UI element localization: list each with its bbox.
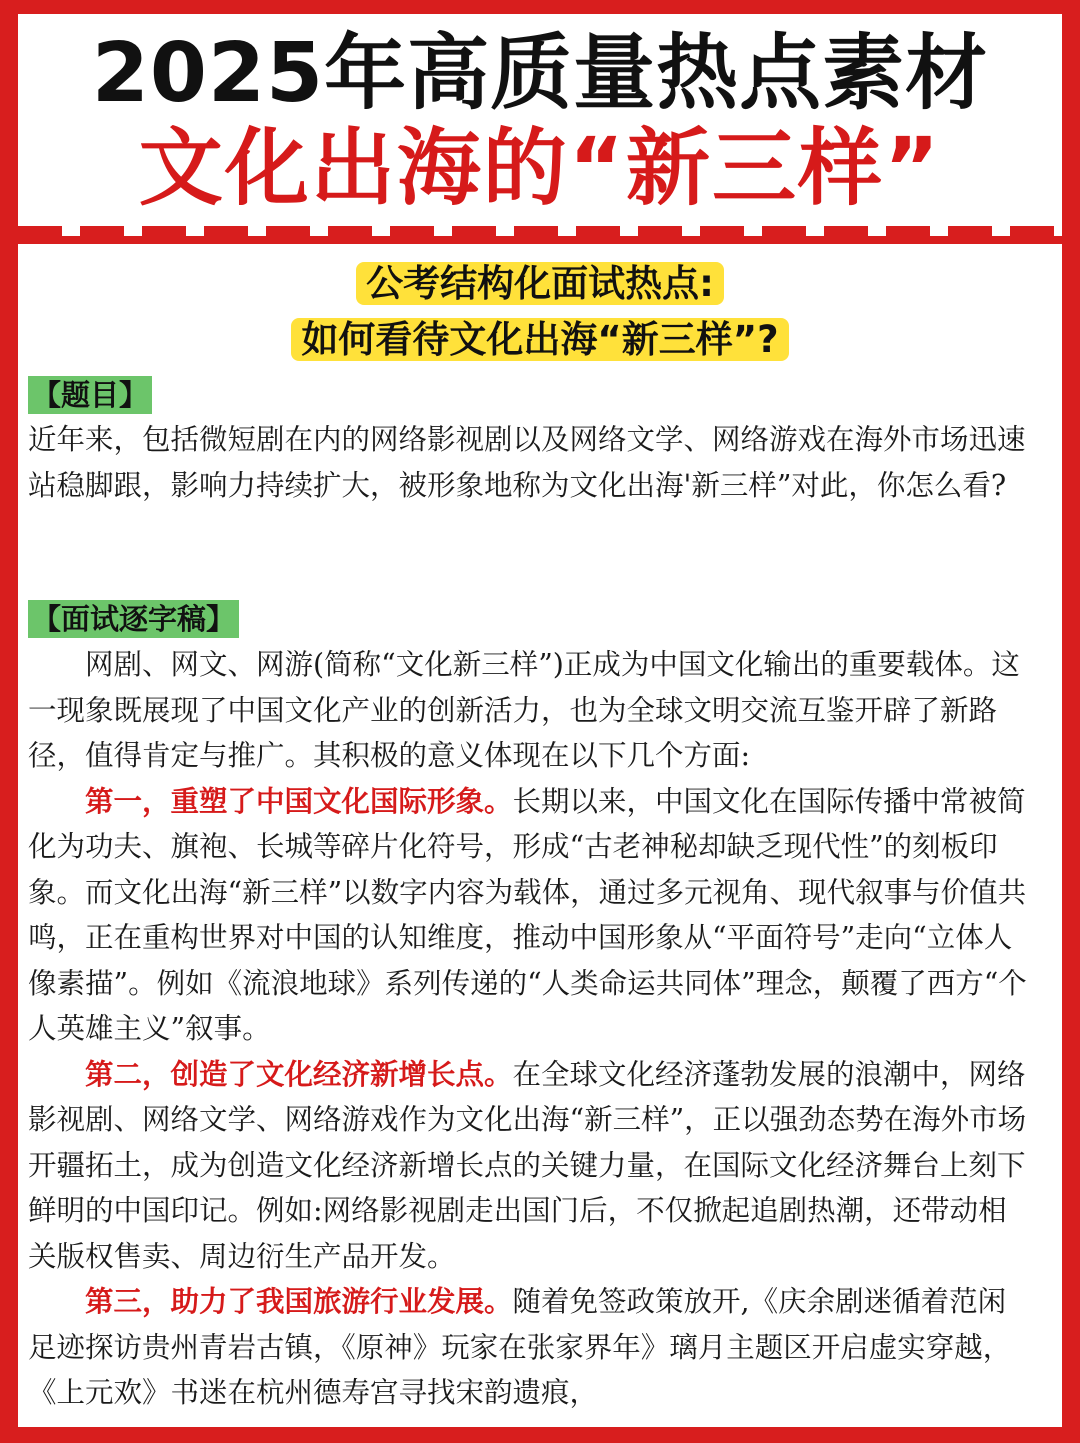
point-2-text: 在全球文化经济蓬勃发展的浪潮中，网络影视剧、网络文学、网络游戏作为文化出海“新三样”，正以强劲态势在海外市场开疆拓土，成为创造文化经济新增长点的关键力量，在国际文化经济舞台上刻下鲜明的中国印记。例如:网络影视剧走出国门后，不仅掀起追剧热潮，还带动相关版权售卖、周边衍生产品开发。: [28, 1057, 1027, 1273]
point-3-text: 随着免签政策放开,《庆余剧迷循着范闲足迹探访贵州青岩古镇，《原神》玩家在张家界年》璃月主题区开启虚实穿越，《上元欢》书迷在杭州德寿宫寻找宋韵遗痕，: [28, 1285, 1012, 1409]
title-line-2: 文化出海的“新三样”: [138, 119, 942, 217]
answer-point-3: [28, 1279, 1032, 1416]
answer-point-2: [28, 1052, 1032, 1280]
dashed-divider: [18, 226, 1062, 236]
question-text: 近年来，包括微短剧在内的网络影视剧以及网络文学、网络游戏在海外市场迅速站稳脚跟，影响力持续扩大，被形象地称为文化出海'新三样”对此，你怎么看?: [28, 423, 1026, 502]
point-1-heading: 第一，重塑了中国文化国际形象。: [85, 783, 513, 818]
poster-page: [18, 14, 1062, 1427]
answer-tag: 【面试逐字稿】: [28, 600, 239, 638]
subtitle-line-1: 公考结构化面试热点:: [356, 262, 724, 305]
answer-intro: 网剧、网文、网游(简称“文化新三样”)正成为中国文化输出的重要载体。这一现象既展现了中国文化产业的创新活力，也为全球文明交流互鉴开辟了新路径，值得肯定与推广。其积极的意义体现在以下几个方面:: [28, 648, 1020, 772]
subtitle-line-2: 如何看待文化出海“新三样”?: [291, 318, 788, 361]
title-line-1: 2025年高质量热点素材: [91, 26, 989, 121]
red-band: [18, 236, 1062, 244]
question-tag: 【题目】: [28, 376, 152, 414]
point-1-text: 长期以来，中国文化在国际传播中常被简化为功夫、旗袍、长城等碎片化符号，形成“古老神秘却缺乏现代性”的刻板印象。而文化出海“新三样”以数字内容为载体，通过多元视角、现代叙事与价值共鸣，正在重构世界对中国的认知维度，推动中国形象从“平面符号”走向“立体人像素描”。例如《流浪地球》系列传递的“人类命运共同体”理念，颠覆了西方“个人英雄主义”叙事。: [28, 784, 1027, 1045]
answer-point-1: [28, 779, 1032, 1052]
point-3-heading: 第三，助力了我国旅游行业发展。: [85, 1284, 513, 1318]
answer-body: [28, 642, 1032, 1416]
point-2-heading: 第二，创造了文化经济新增长点。: [85, 1056, 513, 1091]
subtitle: [18, 256, 1062, 368]
